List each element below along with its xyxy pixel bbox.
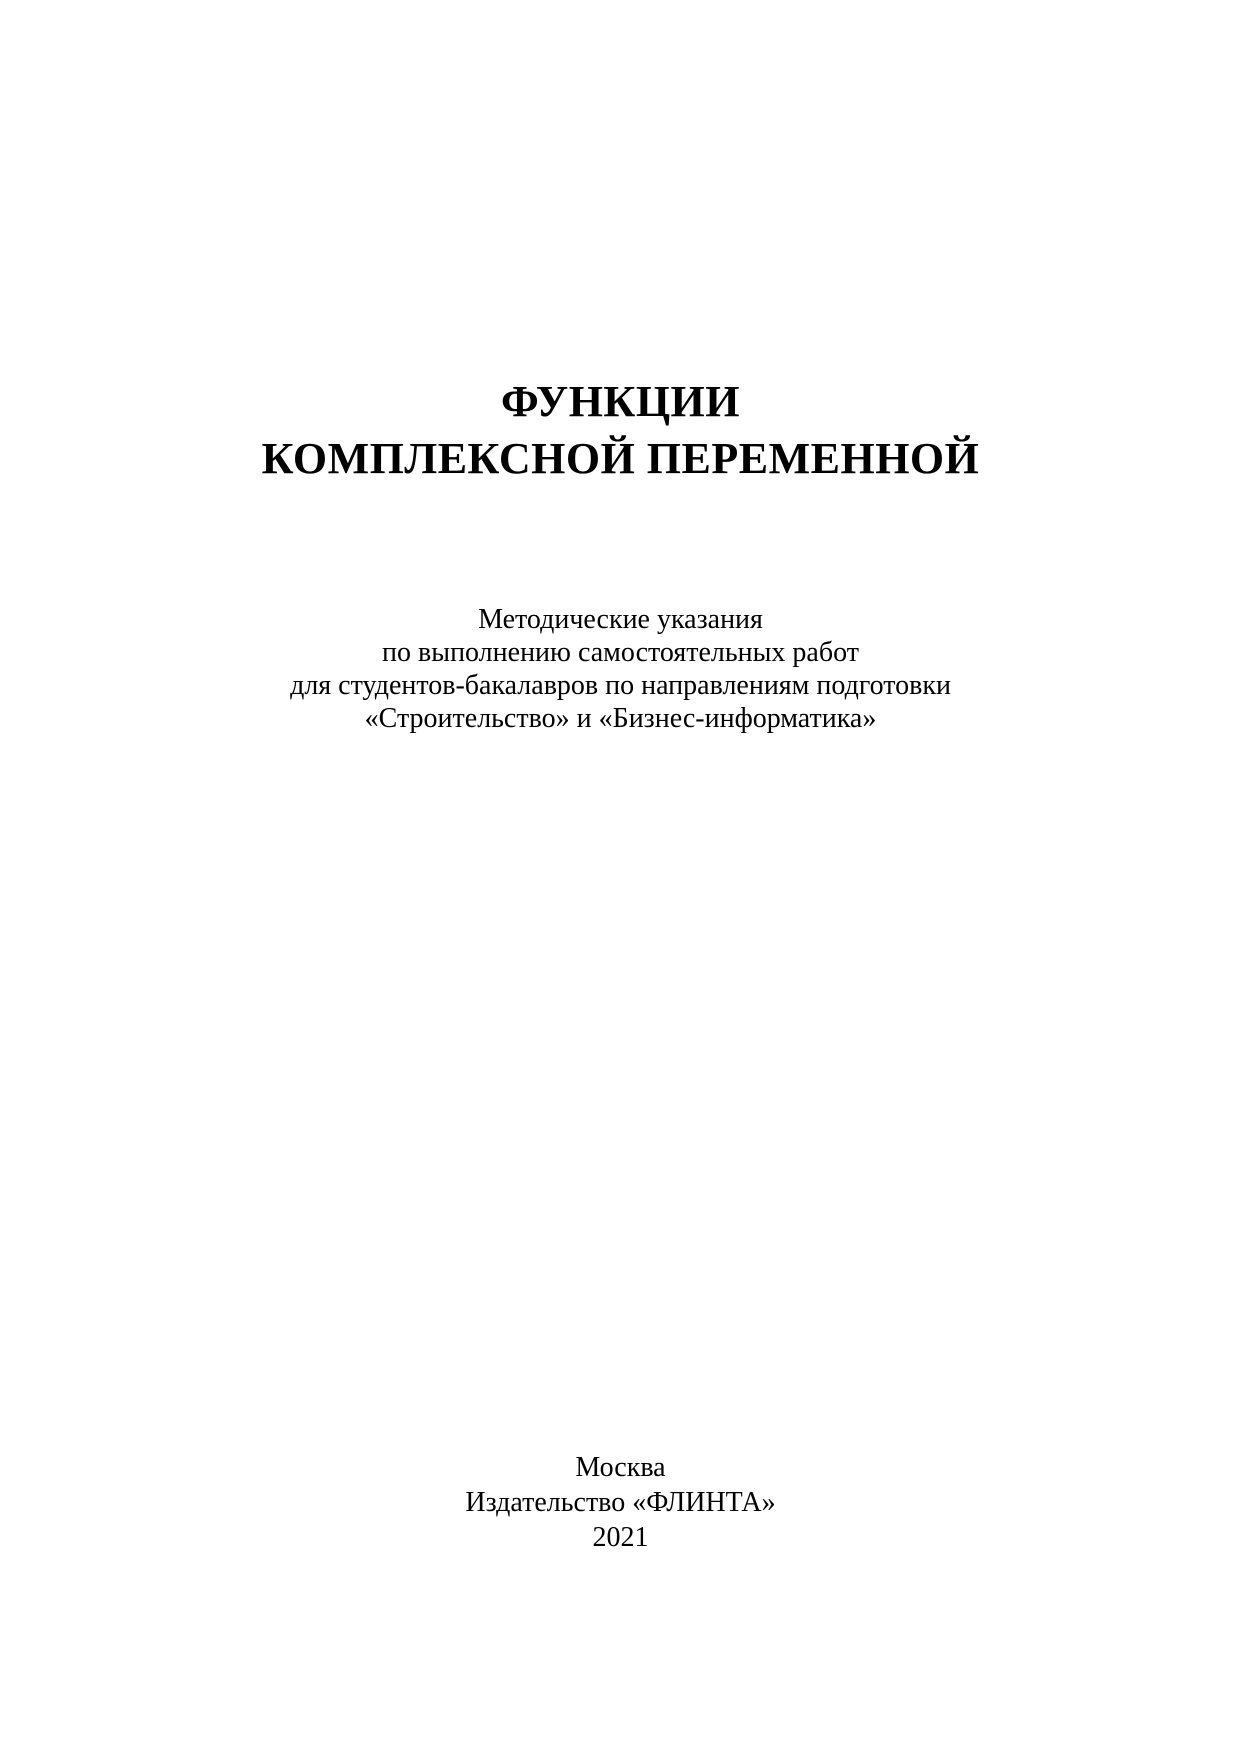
subtitle-line: для студентов-бакалавров по направлениям подготовки (290, 670, 951, 701)
title-line: ФУНКЦИИ (500, 377, 741, 426)
imprint (0, 1450, 1241, 1555)
title-line: КОМПЛЕКСНОЙ ПЕРЕМЕННОЙ (261, 434, 980, 483)
imprint-year: 2021 (592, 1522, 649, 1553)
book-subtitle (0, 603, 1241, 735)
imprint-publisher: Издательство «ФЛИНТА» (465, 1487, 776, 1518)
subtitle-line: «Строительство» и «Бизнес-информатика» (364, 703, 877, 734)
subtitle-line: Методические указания (478, 604, 763, 635)
subtitle-line: по выполнению самостоятельных работ (382, 637, 859, 668)
book-title (0, 373, 1241, 487)
imprint-city: Москва (575, 1452, 666, 1483)
